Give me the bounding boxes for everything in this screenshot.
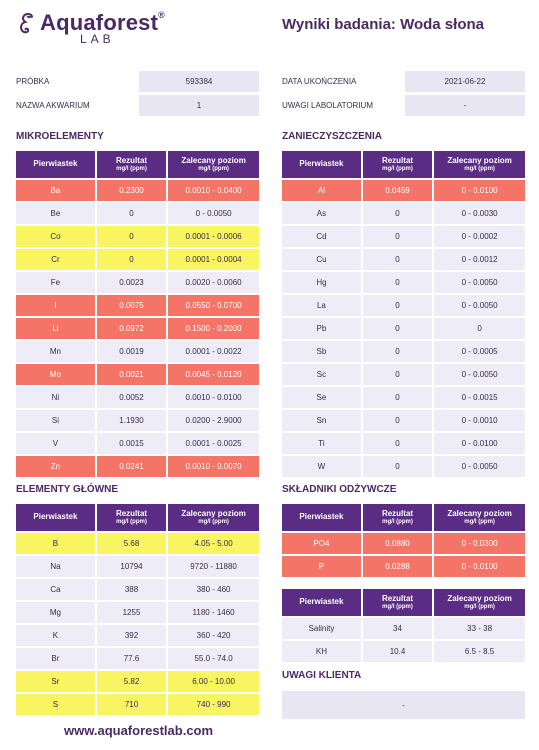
cell-result: 0 xyxy=(97,249,166,270)
cell-recommended: 0 xyxy=(434,318,525,339)
table-row xyxy=(282,272,525,293)
table-row xyxy=(282,180,525,201)
client-notes-value: - xyxy=(282,691,525,719)
cell-name: Co xyxy=(16,226,95,247)
cell-recommended: 380 - 460 xyxy=(168,579,259,600)
cell-name: Ca xyxy=(16,579,95,600)
registered-mark: ® xyxy=(158,10,165,20)
header-element: Pierwiastek xyxy=(282,151,361,178)
header-result xyxy=(97,151,166,178)
cell-name: Li xyxy=(16,318,95,339)
cell-recommended: 0 - 0.0100 xyxy=(434,180,525,201)
cell-result: 0 xyxy=(363,433,432,454)
cell-name: Br xyxy=(16,648,95,669)
cell-result: 0 xyxy=(363,226,432,247)
main-elements-title: ELEMENTY GŁÓWNE xyxy=(16,484,119,495)
cell-recommended: 0 - 0.0050 xyxy=(434,364,525,385)
cell-recommended: 33 - 38 xyxy=(434,618,525,639)
cell-recommended: 6.00 - 10.00 xyxy=(168,671,259,692)
table-row xyxy=(282,295,525,316)
cell-name: Si xyxy=(16,410,95,431)
cell-recommended: 0.0010 - 0.0100 xyxy=(168,387,259,408)
header-recommended xyxy=(168,151,259,178)
header-unit: mg/l (ppm) xyxy=(382,165,413,172)
header-unit: mg/l (ppm) xyxy=(116,518,147,525)
brand-sub: LAB xyxy=(80,32,115,46)
cell-recommended: 0.0001 - 0.0004 xyxy=(168,249,259,270)
cell-name: Mo xyxy=(16,364,95,385)
cell-result: 0.0052 xyxy=(97,387,166,408)
header-recommended-label: Zalecany poziom xyxy=(181,509,246,519)
table-header-row xyxy=(282,504,525,531)
cell-recommended: 0.0200 - 2.9000 xyxy=(168,410,259,431)
cell-name: Ba xyxy=(16,180,95,201)
cell-recommended: 6.5 - 8.5 xyxy=(434,641,525,662)
header-recommended xyxy=(434,151,525,178)
cell-result: 0 xyxy=(363,456,432,477)
cell-recommended: 0 - 0.0050 xyxy=(434,272,525,293)
seahorse-icon xyxy=(14,11,38,35)
table-row xyxy=(282,433,525,454)
table-row xyxy=(282,410,525,431)
cell-name: W xyxy=(282,456,361,477)
header-result xyxy=(363,151,432,178)
table-row xyxy=(16,456,259,477)
cell-name: Se xyxy=(282,387,361,408)
table-row xyxy=(16,318,259,339)
cell-recommended: 0 - 0.0012 xyxy=(434,249,525,270)
cell-name: V xyxy=(16,433,95,454)
header-result xyxy=(363,504,432,531)
header-recommended-label: Zalecany poziom xyxy=(447,509,512,519)
cell-recommended: 0.0020 - 0.0060 xyxy=(168,272,259,293)
cell-name: PO4 xyxy=(282,533,361,554)
cell-result: 10794 xyxy=(97,556,166,577)
header-result-label: Rezultat xyxy=(115,509,148,519)
cell-result: 0 xyxy=(363,341,432,362)
cell-recommended: 4.05 - 5.00 xyxy=(168,533,259,554)
header-recommended xyxy=(434,504,525,531)
header-unit: mg/l (ppm) xyxy=(464,165,495,172)
date-label: DATA UKOŃCZENIA xyxy=(282,77,357,86)
cell-name: Sr xyxy=(16,671,95,692)
cell-name: Na xyxy=(16,556,95,577)
cell-result: 1.1930 xyxy=(97,410,166,431)
cell-recommended: 0 - 0.0002 xyxy=(434,226,525,247)
lab-notes-value: - xyxy=(405,95,525,116)
cell-name: K xyxy=(16,625,95,646)
cell-recommended: 0.0045 - 0.0120 xyxy=(168,364,259,385)
cell-recommended: 0 - 0.0010 xyxy=(434,410,525,431)
cell-result: 0.0021 xyxy=(97,364,166,385)
cell-recommended: 740 - 990 xyxy=(168,694,259,715)
cell-result: 10.4 xyxy=(363,641,432,662)
table-row xyxy=(16,364,259,385)
cell-recommended: 0.0550 - 0.0700 xyxy=(168,295,259,316)
cell-recommended: 0 - 0.0005 xyxy=(434,341,525,362)
table-row xyxy=(16,533,259,554)
table-row xyxy=(282,533,525,554)
table-row xyxy=(282,318,525,339)
sample-value: 593384 xyxy=(139,71,259,92)
table-row xyxy=(16,341,259,362)
table-row xyxy=(16,180,259,201)
cell-recommended: 0.0010 - 0.0070 xyxy=(168,456,259,477)
cell-name: KH xyxy=(282,641,361,662)
cell-recommended: 360 - 420 xyxy=(168,625,259,646)
header-result-label: Rezultat xyxy=(381,156,414,166)
cell-result: 710 xyxy=(97,694,166,715)
cell-recommended: 0 - 0.0100 xyxy=(434,433,525,454)
table-row xyxy=(282,249,525,270)
nutrients-table xyxy=(280,502,527,579)
cell-result: 0.0288 xyxy=(363,556,432,577)
pollutants-table xyxy=(280,149,527,479)
table-header-row xyxy=(16,504,259,531)
table-header-row xyxy=(282,151,525,178)
cell-name: I xyxy=(16,295,95,316)
table-header-row xyxy=(16,151,259,178)
header-result-label: Rezultat xyxy=(115,156,148,166)
cell-result: 0.0075 xyxy=(97,295,166,316)
cell-name: Cd xyxy=(282,226,361,247)
table-row xyxy=(282,341,525,362)
cell-result: 77.6 xyxy=(97,648,166,669)
cell-name: Ni xyxy=(16,387,95,408)
cell-name: P xyxy=(282,556,361,577)
nutrients-title: SKŁADNIKI ODŻYWCZE xyxy=(282,484,397,495)
cell-result: 0 xyxy=(363,364,432,385)
header-unit: mg/l (ppm) xyxy=(198,165,229,172)
header-recommended xyxy=(434,589,525,616)
table-row xyxy=(16,602,259,623)
table-row xyxy=(282,618,525,639)
header-result xyxy=(363,589,432,616)
footer-url[interactable]: www.aquaforestlab.com xyxy=(64,723,214,738)
parameters-table xyxy=(280,587,527,664)
table-row xyxy=(16,387,259,408)
cell-result: 0 xyxy=(363,203,432,224)
cell-result: 0.0459 xyxy=(363,180,432,201)
cell-recommended: 0.0010 - 0.0400 xyxy=(168,180,259,201)
cell-result: 0.0241 xyxy=(97,456,166,477)
cell-name: Be xyxy=(16,203,95,224)
cell-name: Pb xyxy=(282,318,361,339)
header-recommended xyxy=(168,504,259,531)
cell-name: Fe xyxy=(16,272,95,293)
microelements-table xyxy=(14,149,261,479)
header-recommended-label: Zalecany poziom xyxy=(181,156,246,166)
cell-result: 34 xyxy=(363,618,432,639)
table-row xyxy=(282,203,525,224)
table-row xyxy=(16,203,259,224)
cell-recommended: 0 - 0.0300 xyxy=(434,533,525,554)
table-row xyxy=(16,226,259,247)
cell-name: Salinity xyxy=(282,618,361,639)
table-header-row xyxy=(282,589,525,616)
table-row xyxy=(16,410,259,431)
table-row xyxy=(16,556,259,577)
cell-name: Mn xyxy=(16,341,95,362)
header-unit: mg/l (ppm) xyxy=(464,603,495,610)
cell-result: 0 xyxy=(363,295,432,316)
cell-recommended: 0.1500 - 0.2000 xyxy=(168,318,259,339)
aquaforest-logo xyxy=(14,10,174,50)
date-value: 2021-06-22 xyxy=(405,71,525,92)
client-notes-title: UWAGI KLIENTA xyxy=(282,670,362,681)
table-row xyxy=(282,226,525,247)
header-recommended-label: Zalecany poziom xyxy=(447,156,512,166)
cell-result: 1255 xyxy=(97,602,166,623)
table-row xyxy=(16,249,259,270)
cell-name: Sc xyxy=(282,364,361,385)
sample-label: PRÓBKA xyxy=(16,77,50,86)
cell-recommended: 0 - 0.0015 xyxy=(434,387,525,408)
cell-result: 0.0015 xyxy=(97,433,166,454)
table-row xyxy=(16,272,259,293)
table-row xyxy=(282,641,525,662)
brand-name: Aquaforest xyxy=(40,10,159,35)
cell-recommended: 0 - 0.0050 xyxy=(434,295,525,316)
header-element: Pierwiastek xyxy=(16,151,95,178)
cell-recommended: 1180 - 1460 xyxy=(168,602,259,623)
table-row xyxy=(16,295,259,316)
header-unit: mg/l (ppm) xyxy=(464,518,495,525)
header-element: Pierwiastek xyxy=(16,504,95,531)
cell-result: 0 xyxy=(363,249,432,270)
cell-name: Zn xyxy=(16,456,95,477)
tank-value: 1 xyxy=(139,95,259,116)
microelements-title: MIKROELEMENTY xyxy=(16,131,104,142)
header-unit: mg/l (ppm) xyxy=(198,518,229,525)
cell-result: 0 xyxy=(363,272,432,293)
tank-label: NAZWA AKWARIUM xyxy=(16,101,90,110)
cell-result: 0 xyxy=(363,318,432,339)
cell-result: 5.82 xyxy=(97,671,166,692)
header-result xyxy=(97,504,166,531)
cell-result: 0.0019 xyxy=(97,341,166,362)
cell-result: 0 xyxy=(363,387,432,408)
cell-result: 388 xyxy=(97,579,166,600)
cell-name: Mg xyxy=(16,602,95,623)
cell-name: Al xyxy=(282,180,361,201)
header-result-label: Rezultat xyxy=(381,594,414,604)
table-row xyxy=(282,364,525,385)
cell-name: S xyxy=(16,694,95,715)
table-row xyxy=(16,648,259,669)
header-unit: mg/l (ppm) xyxy=(382,603,413,610)
table-row xyxy=(16,579,259,600)
table-row xyxy=(16,625,259,646)
cell-recommended: 0.0001 - 0.0006 xyxy=(168,226,259,247)
cell-recommended: 0 - 0.0100 xyxy=(434,556,525,577)
cell-result: 0.0880 xyxy=(363,533,432,554)
cell-name: As xyxy=(282,203,361,224)
lab-notes-label: UWAGI LABOLATORIUM xyxy=(282,101,373,110)
pollutants-title: ZANIECZYSZCZENIA xyxy=(282,131,382,142)
cell-name: B xyxy=(16,533,95,554)
header-element: Pierwiastek xyxy=(282,504,361,531)
cell-recommended: 0.0001 - 0.0022 xyxy=(168,341,259,362)
cell-recommended: 0.0001 - 0.0025 xyxy=(168,433,259,454)
cell-recommended: 0 - 0.0030 xyxy=(434,203,525,224)
cell-result: 0.0023 xyxy=(97,272,166,293)
main-elements-table xyxy=(14,502,261,717)
header-recommended-label: Zalecany poziom xyxy=(447,594,512,604)
cell-result: 0 xyxy=(97,226,166,247)
table-row xyxy=(282,456,525,477)
table-row xyxy=(16,433,259,454)
header-unit: mg/l (ppm) xyxy=(382,518,413,525)
table-row xyxy=(16,694,259,715)
cell-result: 0.0972 xyxy=(97,318,166,339)
cell-name: Sn xyxy=(282,410,361,431)
cell-recommended: 9720 - 11880 xyxy=(168,556,259,577)
cell-recommended: 0 - 0.0050 xyxy=(434,456,525,477)
table-row xyxy=(282,556,525,577)
cell-result: 5.68 xyxy=(97,533,166,554)
cell-name: Cu xyxy=(282,249,361,270)
cell-result: 392 xyxy=(97,625,166,646)
table-row xyxy=(282,387,525,408)
cell-recommended: 55.0 - 74.0 xyxy=(168,648,259,669)
cell-result: 0 xyxy=(97,203,166,224)
cell-name: Hg xyxy=(282,272,361,293)
cell-name: La xyxy=(282,295,361,316)
cell-name: Sb xyxy=(282,341,361,362)
header-unit: mg/l (ppm) xyxy=(116,165,147,172)
header-result-label: Rezultat xyxy=(381,509,414,519)
report-title: Wyniki badania: Woda słona xyxy=(282,16,484,33)
cell-name: Cr xyxy=(16,249,95,270)
table-row xyxy=(16,671,259,692)
header-element: Pierwiastek xyxy=(282,589,361,616)
cell-recommended: 0 - 0.0050 xyxy=(168,203,259,224)
cell-result: 0 xyxy=(363,410,432,431)
cell-result: 0.2300 xyxy=(97,180,166,201)
cell-name: Ti xyxy=(282,433,361,454)
